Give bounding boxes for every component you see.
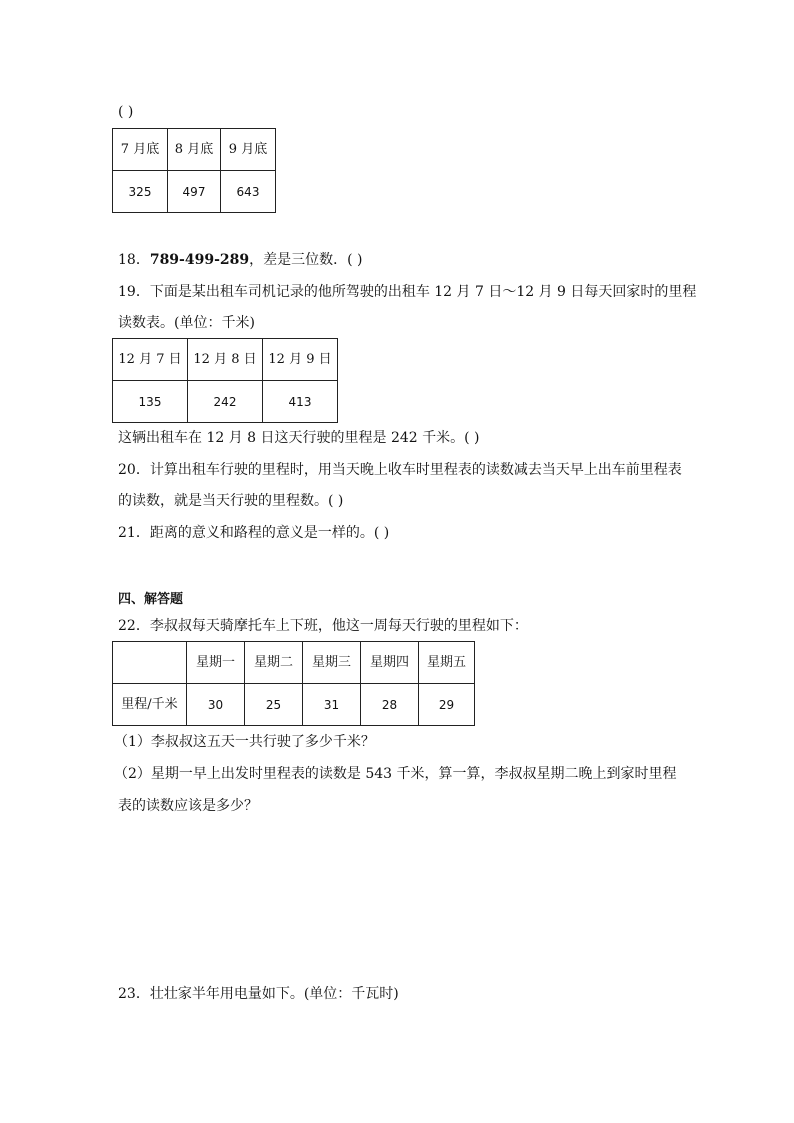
table-header-cell (113, 642, 187, 684)
question-18 (118, 250, 363, 270)
question-20-line-1: 20．计算出租车行驶的里程时，用当天晚上收车时里程表的读数减去当天早上出车前里程表 (118, 462, 682, 478)
table-cell: 25 (245, 684, 303, 726)
question-21: 21．距离的意义和路程的意义是一样的。( ) (118, 525, 390, 541)
table-header-cell: 星期三 (303, 642, 361, 684)
question-19-line-1: 19．下面是某出租车司机记录的他所驾驶的出租车 12 月 7 日～12 月 9 日每天回家时的里程 (118, 284, 697, 300)
table-header-row (113, 129, 276, 171)
question-22-sub-2-line-2: 表的读数应该是多少？ (118, 798, 258, 814)
q19-table (112, 338, 338, 423)
table-header-cell: 星期二 (245, 642, 303, 684)
question-20-line-2: 的读数，就是当天行驶的里程数。( ) (118, 493, 344, 509)
table-cell: 31 (303, 684, 361, 726)
table-header-cell: 12 月 7 日 (113, 339, 188, 381)
table-header-cell: 12 月 9 日 (263, 339, 338, 381)
question-23: 23．壮壮家半年用电量如下。(单位：千瓦时) (118, 986, 399, 1002)
table-header-cell: 星期一 (187, 642, 245, 684)
table-row-label: 里程/千米 (113, 684, 187, 726)
table-header-cell: 7 月底 (113, 129, 168, 171)
question-text: ，差是三位数．( ) (249, 252, 363, 268)
table-row (113, 381, 338, 423)
question-22-sub-2-line-1: （2）星期一早上出发时里程表的读数是 543 千米，算一算，李叔叔星期二晚上到家时里程 (114, 766, 677, 782)
q17-answer-paren: ( ) (118, 104, 134, 120)
question-19-line-2: 读数表。(单位：千米) (118, 315, 255, 331)
q17-table (112, 128, 276, 213)
table-header-cell: 12 月 8 日 (188, 339, 263, 381)
table-header-cell: 星期五 (419, 642, 475, 684)
table-row (113, 171, 276, 213)
question-22-sub-1: （1）李叔叔这五天一共行驶了多少千米？ (114, 734, 375, 750)
section-heading: 四、解答题 (118, 592, 184, 607)
question-number: 18． (118, 252, 150, 268)
question-19-statement: 这辆出租车在 12 月 8 日这天行驶的里程是 242 千米。( ) (118, 430, 480, 446)
table-row (113, 684, 475, 726)
table-cell: 28 (361, 684, 419, 726)
table-header-cell: 9 月底 (221, 129, 276, 171)
q22-table (112, 641, 475, 726)
table-cell: 135 (113, 381, 188, 423)
table-cell: 29 (419, 684, 475, 726)
table-cell: 497 (168, 171, 221, 213)
table-header-row (113, 339, 338, 381)
question-22-intro: 22．李叔叔每天骑摩托车上下班，他这一周每天行驶的里程如下： (118, 618, 528, 634)
expression: 789-499-289 (149, 252, 250, 268)
table-header-cell: 8 月底 (168, 129, 221, 171)
table-cell: 30 (187, 684, 245, 726)
table-cell: 325 (113, 171, 168, 213)
table-cell: 242 (188, 381, 263, 423)
table-cell: 413 (263, 381, 338, 423)
table-header-cell: 星期四 (361, 642, 419, 684)
table-cell: 643 (221, 171, 276, 213)
table-header-row (113, 642, 475, 684)
